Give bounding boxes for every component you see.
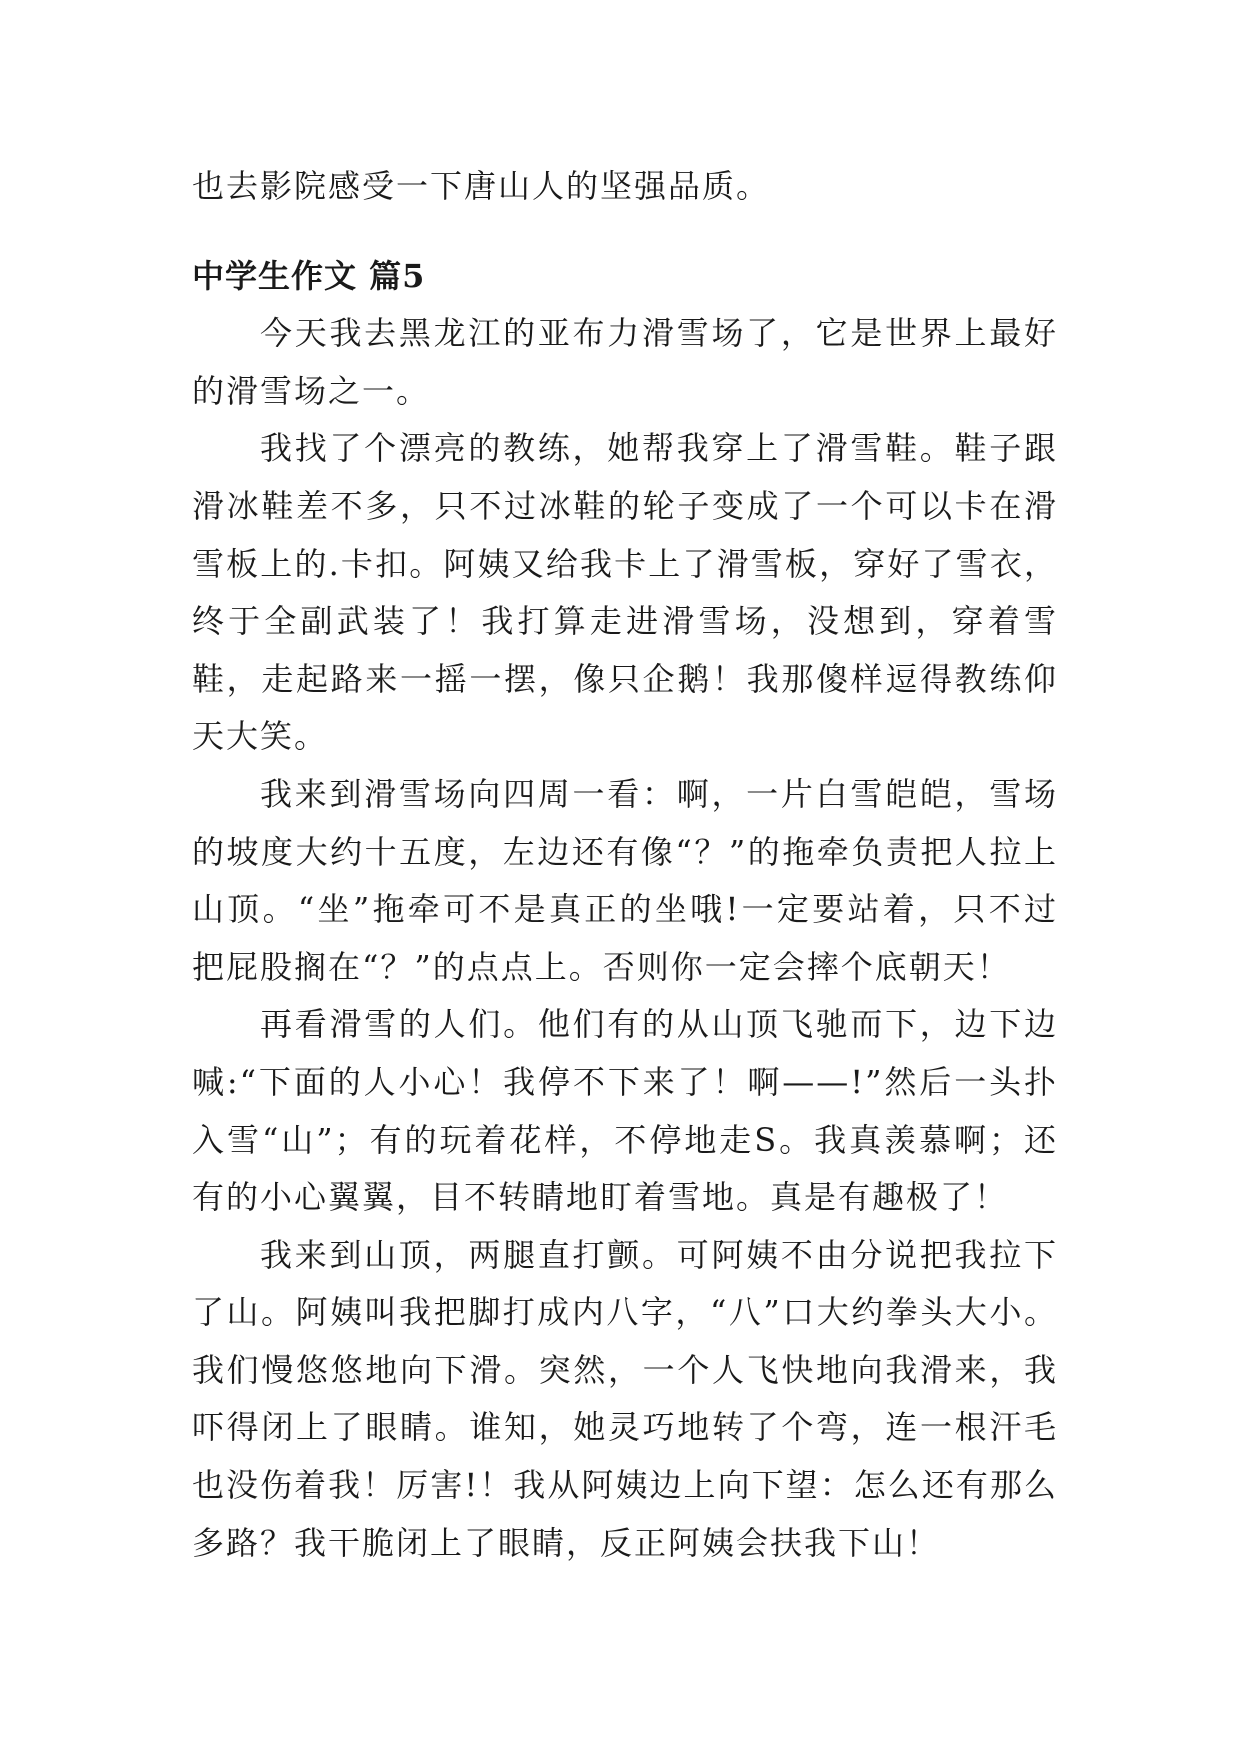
- section-heading: 中学生作文 篇5: [192, 256, 426, 295]
- paragraph-1: 今天我去黑龙江的亚布力滑雪场了，它是世界上最好的滑雪场之一。: [192, 314, 1058, 410]
- paragraph-5: 我来到山顶，两腿直打颤。可阿姨不由分说把我拉下了山。阿姨叫我把脚打成内八字，“八”口大约拳头大小。我们慢悠悠地向下滑。突然，一个人飞快地向我滑来，我吓得闭上了眼睛。谁知，她灵巧地转了个弯，连一根汗毛也没伤着我！厉害!！我从阿姨边上向下望：怎么还有那么多路？我干脆闭上了眼睛，反正阿姨会扶我下山！: [192, 1235, 1058, 1562]
- paragraph-2: 我找了个漂亮的教练，她帮我穿上了滑雪鞋。鞋子跟滑冰鞋差不多，只不过冰鞋的轮子变成了一个可以卡在滑雪板上的.卡扣。阿姨又给我卡上了滑雪板，穿好了雪衣，终于全副武装了！我打算走进滑雪场，没想到，穿着雪鞋，走起路来一摇一摆，像只企鹅！我那傻样逗得教练仰天大笑。: [192, 429, 1058, 756]
- document-body: [192, 158, 1058, 1572]
- paragraph-3: 我来到滑雪场向四周一看：啊，一片白雪皑皑，雪场的坡度大约十五度，左边还有像“？”的拖牵负责把人拉上山顶。“坐”拖牵可不是真正的坐哦!一定要站着，只不过把屁股搁在“？”的点点上。否则你一定会摔个底朝天！: [192, 774, 1058, 986]
- paragraph-4: 再看滑雪的人们。他们有的从山顶飞驰而下，边下边喊:“下面的人小心！我停不下来了！啊——!”然后一头扑入雪“山”；有的玩着花样，不停地走S。我真羡慕啊；还有的小心翼翼，目不转睛地盯着雪地。真是有趣极了！: [192, 1005, 1058, 1217]
- carryover-paragraph: 也去影院感受一下唐山人的坚强品质。: [192, 167, 771, 205]
